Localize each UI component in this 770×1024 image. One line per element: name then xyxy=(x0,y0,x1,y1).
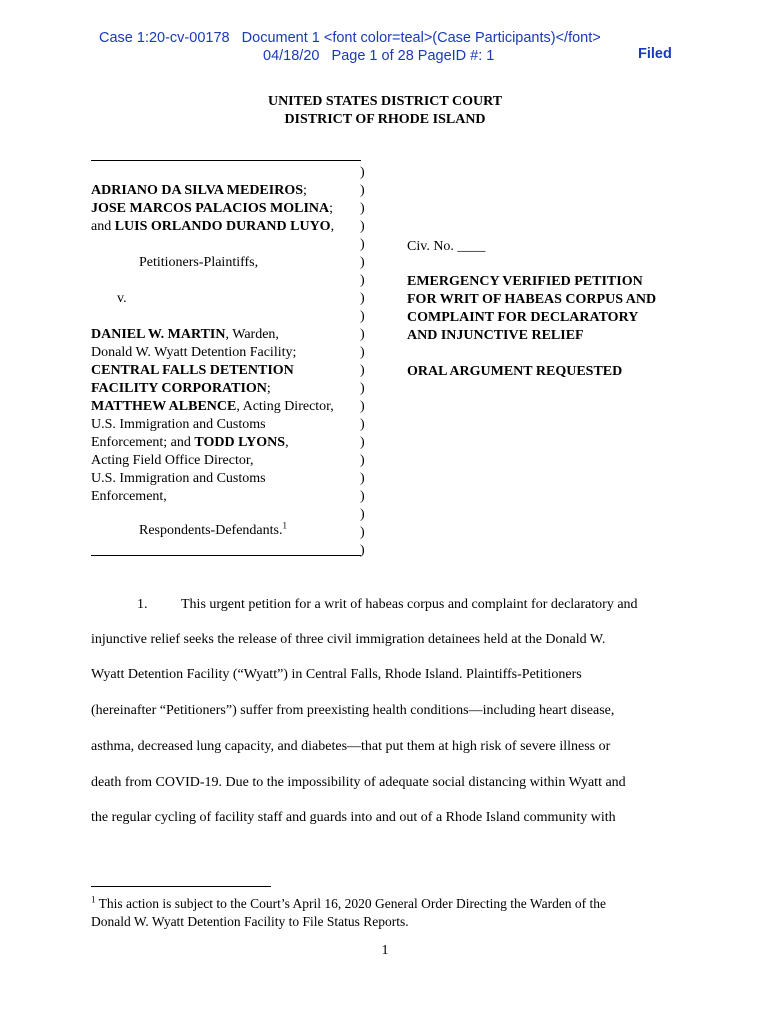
ecf-header-line-2 xyxy=(0,32,770,64)
caption-paren: ) xyxy=(360,507,365,522)
caption-paren: ) xyxy=(360,201,365,216)
petitioners-role: Petitioners-Plaintiffs, xyxy=(139,255,259,270)
respondents-role: Respondents-Defendants.$^1$ xyxy=(139,520,287,538)
respondent-4-org-2: Enforcement, xyxy=(91,489,167,504)
paragraph-line-6: death from COVID-19. Due to the impossibility of adequate social distancing within Wyatt and xyxy=(91,775,626,790)
caption-paren: ) xyxy=(360,255,365,270)
caption-paren: ) xyxy=(360,309,365,324)
caption-paren: ) xyxy=(360,219,365,234)
caption-top-rule xyxy=(91,160,361,161)
caption-paren: ) xyxy=(360,237,365,252)
footnote-rule xyxy=(91,886,271,887)
caption-paren: ) xyxy=(360,345,365,360)
caption-paren: ) xyxy=(360,543,365,558)
caption-paren: ) xyxy=(360,291,365,306)
respondent-1-org: Donald W. Wyatt Detention Facility; xyxy=(91,345,297,360)
ecf-case-document: Case 1:20-cv-00178 Document 1 <font color=teal>(Case Participants)</font> xyxy=(99,30,601,46)
caption-paren: ) xyxy=(360,417,365,432)
respondent-3-org-2: Enforcement; and TODD LYONS, xyxy=(91,435,289,450)
petitioner-2: JOSE MARCOS PALACIOS MOLINA; xyxy=(91,201,334,216)
paragraph-line-2: injunctive relief seeks the release of three civil immigration detainees held at the Donald W. xyxy=(91,632,606,647)
respondent-3-org-1: U.S. Immigration and Customs xyxy=(91,417,266,432)
footnote-line-2: Donald W. Wyatt Detention Facility to File Status Reports. xyxy=(91,914,409,929)
footnote-marker: 1 xyxy=(91,894,96,905)
respondent-4-title: Acting Field Office Director, xyxy=(91,453,254,468)
respondent-4-org-1: U.S. Immigration and Customs xyxy=(91,471,266,486)
caption-paren: ) xyxy=(360,489,365,504)
court-name: UNITED STATES DISTRICT COURT xyxy=(267,94,503,109)
versus: v. xyxy=(117,291,127,306)
document-title-line-1: EMERGENCY VERIFIED PETITION xyxy=(407,274,643,289)
civil-number: Civ. No. ____ xyxy=(407,239,486,254)
caption-paren: ) xyxy=(360,165,365,180)
caption-paren: ) xyxy=(360,399,365,414)
page-number: 1 xyxy=(381,943,389,958)
petitioner-3: and LUIS ORLANDO DURAND LUYO, xyxy=(91,219,335,234)
caption-paren: ) xyxy=(360,453,365,468)
caption-paren: ) xyxy=(360,435,365,450)
document-title-line-3: COMPLAINT FOR DECLARATORY xyxy=(407,310,639,325)
court-district: DISTRICT OF RHODE ISLAND xyxy=(284,112,486,127)
respondent-3: MATTHEW ALBENCE, Acting Director, xyxy=(91,399,334,414)
paragraph-line-3: Wyatt Detention Facility (“Wyatt”) in Central Falls, Rhode Island. Plaintiffs-Petitioners xyxy=(91,667,582,682)
caption-paren: ) xyxy=(360,525,365,540)
petitioner-1: ADRIANO DA SILVA MEDEIROS; xyxy=(91,183,307,198)
footnote-ref: 1 xyxy=(282,520,287,531)
respondent-2-line-2: FACILITY CORPORATION; xyxy=(91,381,271,396)
document-title-line-4: AND INJUNCTIVE RELIEF xyxy=(407,328,584,343)
caption-paren: ) xyxy=(360,363,365,378)
respondent-1: DANIEL W. MARTIN, Warden, xyxy=(91,327,279,342)
paragraph-line-4: (hereinafter “Petitioners”) suffer from preexisting health conditions—including heart disease, xyxy=(91,703,615,718)
ecf-filed-label: Filed xyxy=(638,46,672,62)
caption-paren: ) xyxy=(360,381,365,396)
paragraph-number: 1. xyxy=(137,597,148,612)
oral-argument-requested: ORAL ARGUMENT REQUESTED xyxy=(407,364,623,379)
caption-paren: ) xyxy=(360,273,365,288)
caption-paren: ) xyxy=(360,183,365,198)
paragraph-line-5: asthma, decreased lung capacity, and diabetes—that put them at high risk of severe illness or xyxy=(91,739,611,754)
caption-paren: ) xyxy=(360,471,365,486)
ecf-date-page: 04/18/20 Page 1 of 28 PageID #: 1 xyxy=(263,48,495,64)
footnote-line-1: $^1$ This action is subject to the Court’s April 16, 2020 General Order Directing the Warden of the xyxy=(91,894,607,911)
paragraph-line-1: This urgent petition for a writ of habeas corpus and complaint for declaratory and xyxy=(181,597,638,612)
caption-bottom-rule xyxy=(91,555,361,556)
caption-paren: ) xyxy=(360,327,365,342)
document-title-line-2: FOR WRIT OF HABEAS CORPUS AND xyxy=(407,292,657,307)
respondent-2-line-1: CENTRAL FALLS DETENTION xyxy=(91,363,294,378)
paragraph-line-7: the regular cycling of facility staff and guards into and out of a Rhode Island community with xyxy=(91,810,616,825)
